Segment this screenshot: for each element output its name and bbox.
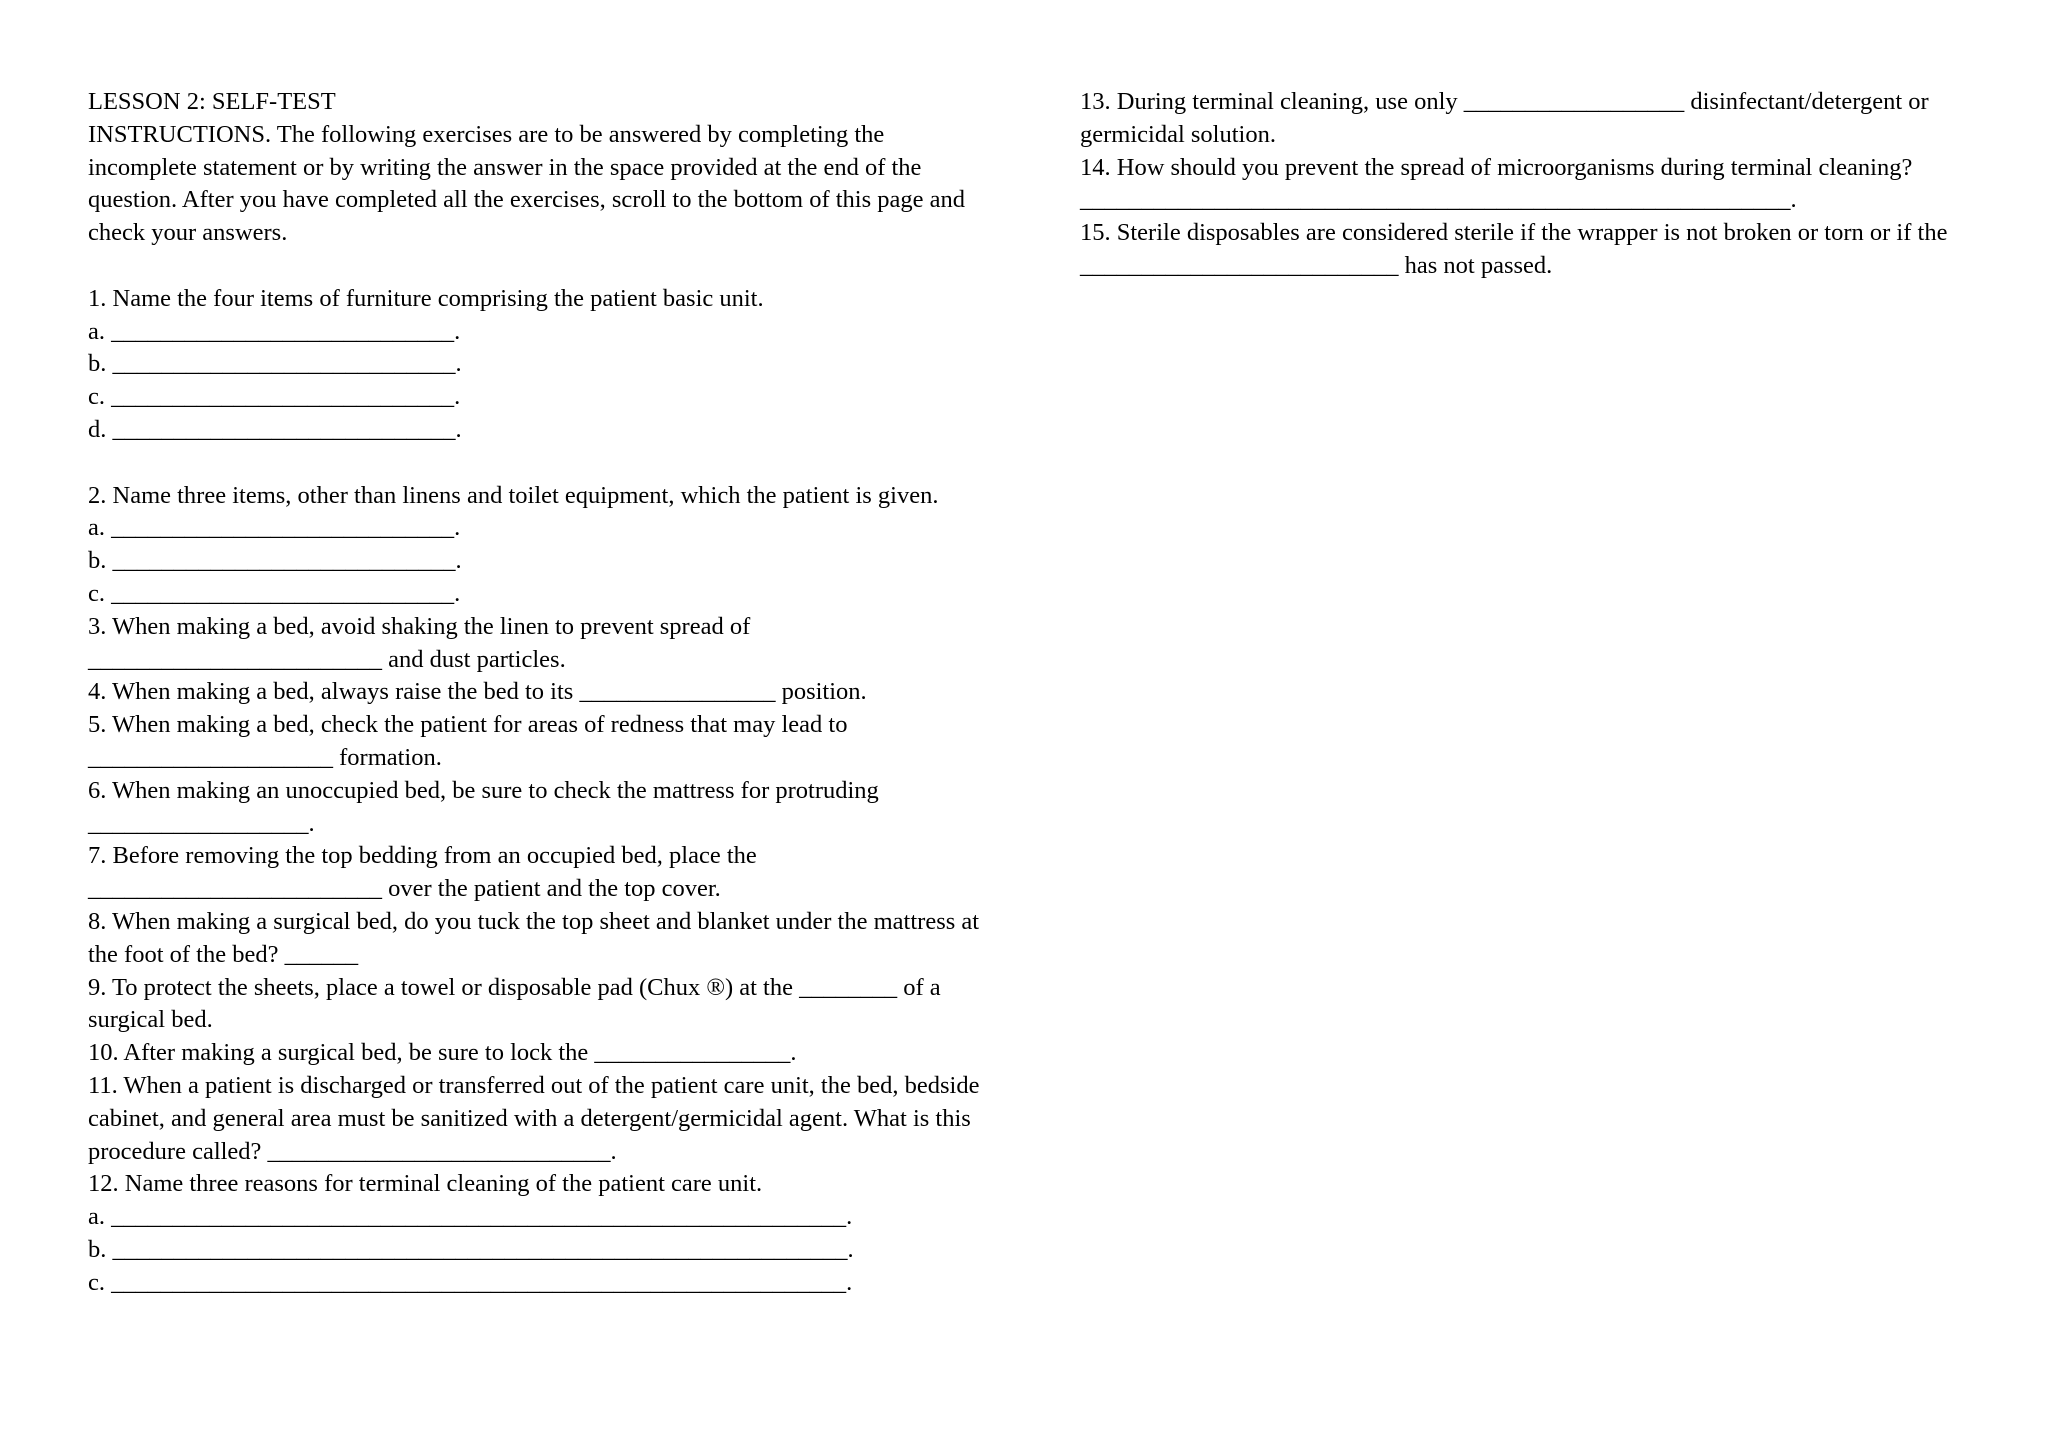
question-14: 14. How should you prevent the spread of microorganisms during terminal cleaning? bbox=[1080, 153, 1913, 181]
answer-blank: b. ____________________________. bbox=[88, 350, 462, 378]
left-column bbox=[88, 86, 1008, 1299]
question-3: 3. When making a bed, avoid shaking the linen to prevent spread of bbox=[88, 612, 751, 640]
blank-line bbox=[88, 250, 1008, 283]
answer-blank: c. ____________________________________________________________. bbox=[88, 1268, 853, 1296]
question-5-cont: ____________________ formation. bbox=[88, 743, 442, 771]
question-4: 4. When making a bed, always raise the bed to its ________________ position. bbox=[88, 678, 867, 706]
answer-blank: c. ____________________________. bbox=[88, 579, 461, 607]
question-1: 1. Name the four items of furniture comprising the patient basic unit. bbox=[88, 284, 764, 312]
question-9-cont: surgical bed. bbox=[88, 1006, 213, 1034]
question-10: 10. After making a surgical bed, be sure to lock the ________________. bbox=[88, 1039, 797, 1067]
instructions-line: INSTRUCTIONS. The following exercises are to be answered by completing the bbox=[88, 120, 885, 148]
instructions-line: question. After you have completed all the exercises, scroll to the bottom of this page and bbox=[88, 186, 965, 214]
question-2: 2. Name three items, other than linens and toilet equipment, which the patient is given. bbox=[88, 481, 939, 509]
question-6-cont: __________________. bbox=[88, 809, 315, 837]
question-15: 15. Sterile disposables are considered sterile if the wrapper is not broken or torn or if the bbox=[1080, 219, 1948, 247]
question-6: 6. When making an unoccupied bed, be sure to check the mattress for protruding bbox=[88, 776, 879, 804]
instructions-line: incomplete statement or by writing the answer in the space provided at the end of the bbox=[88, 153, 922, 181]
question-7-cont: ________________________ over the patient and the top cover. bbox=[88, 875, 721, 903]
question-15-cont: __________________________ has not passed. bbox=[1080, 251, 1553, 279]
question-11: 11. When a patient is discharged or transferred out of the patient care unit, the bed, bedside bbox=[88, 1071, 980, 1099]
question-9: 9. To protect the sheets, place a towel or disposable pad (Chux ®) at the ________ of a bbox=[88, 973, 941, 1001]
answer-blank: b. ____________________________________________________________. bbox=[88, 1235, 854, 1263]
question-12: 12. Name three reasons for terminal cleaning of the patient care unit. bbox=[88, 1170, 763, 1198]
question-5: 5. When making a bed, check the patient for areas of redness that may lead to bbox=[88, 711, 848, 739]
question-8: 8. When making a surgical bed, do you tuck the top sheet and blanket under the mattress at bbox=[88, 907, 980, 935]
question-3-cont: ________________________ and dust particles. bbox=[88, 645, 566, 673]
answer-blank: a. ____________________________________________________________. bbox=[88, 1203, 853, 1231]
answer-blank: a. ____________________________. bbox=[88, 317, 461, 345]
question-8-cont: the foot of the bed? ______ bbox=[88, 940, 359, 968]
question-13-cont: germicidal solution. bbox=[1080, 120, 1276, 148]
answer-blank: c. ____________________________. bbox=[88, 383, 461, 411]
answer-blank: __________________________________________________________. bbox=[1080, 186, 1797, 214]
question-7: 7. Before removing the top bedding from an occupied bed, place the bbox=[88, 842, 757, 870]
instructions-line: check your answers. bbox=[88, 219, 288, 247]
answer-blank: d. ____________________________. bbox=[88, 415, 462, 443]
question-13: 13. During terminal cleaning, use only __________________ disinfectant/detergent or bbox=[1080, 88, 1929, 115]
question-11-cont: cabinet, and general area must be sanitized with a detergent/germicidal agent. What is this bbox=[88, 1104, 971, 1132]
lesson-title: LESSON 2: SELF-TEST bbox=[88, 88, 336, 115]
answer-blank: a. ____________________________. bbox=[88, 514, 461, 542]
right-column bbox=[1080, 86, 1980, 283]
question-11-cont: procedure called? ____________________________. bbox=[88, 1137, 617, 1165]
blank-line bbox=[88, 447, 1008, 480]
answer-blank: b. ____________________________. bbox=[88, 547, 462, 575]
